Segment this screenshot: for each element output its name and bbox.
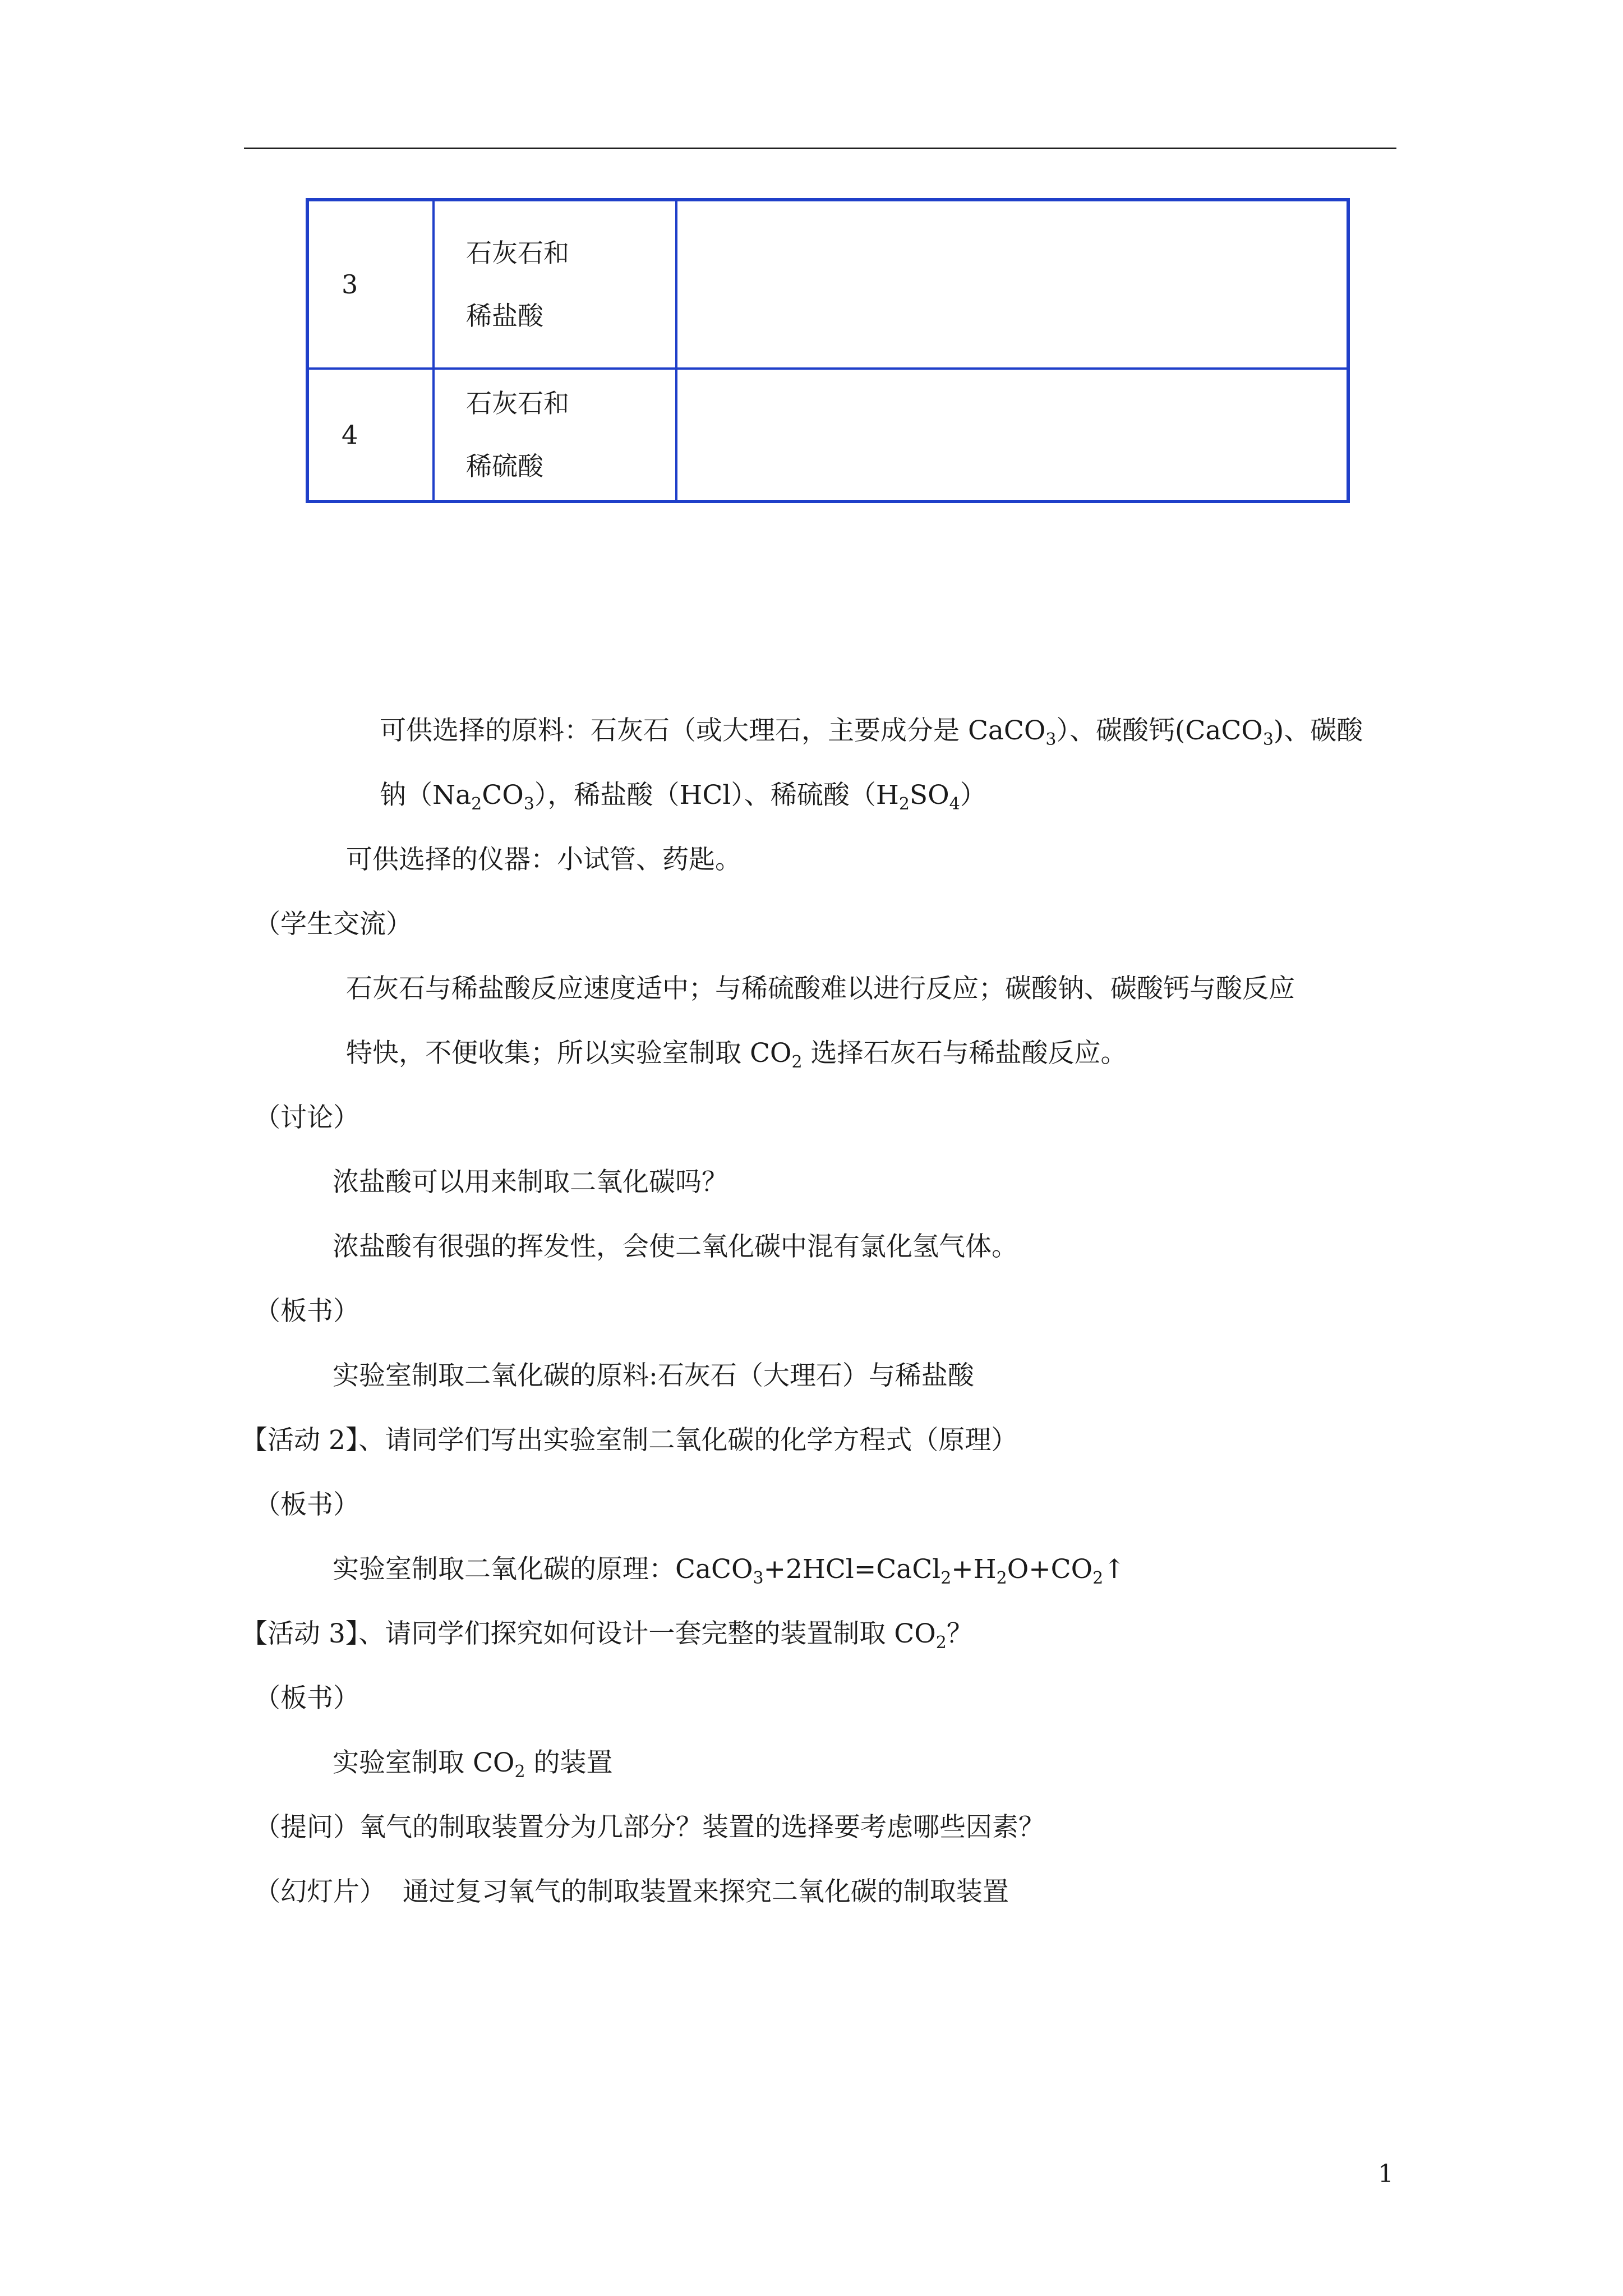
board-text-materials: 实验室制取二氧化碳的原料:石灰石（大理石）与稀盐酸 <box>333 1360 974 1391</box>
instruments-line: 可供选择的仪器：小试管、药匙。 <box>346 844 741 875</box>
materials-line-1: 可供选择的原料：石灰石（或大理石，主要成分是 CaCO$_3$）、碳酸钙(CaCO$_3$)、碳酸 <box>380 715 1363 749</box>
section-heading-discuss: （讨论） <box>254 1102 359 1133</box>
board-text-apparatus: 实验室制取 $CO_2$ 的装置 <box>333 1747 613 1782</box>
page-number: 1 <box>1378 2160 1394 2188</box>
experiment-table <box>306 198 1350 503</box>
section-heading-exchange: （学生交流） <box>254 909 412 940</box>
row-number: 4 <box>307 369 434 501</box>
row-observation <box>676 369 1348 501</box>
row-number: 3 <box>307 200 434 369</box>
discuss-answer: 浓盐酸有很强的挥发性，会使二氧化碳中混有氯化氢气体。 <box>333 1231 1018 1262</box>
activity-2: 【活动 2】、请同学们写出实验室制二氧化碳的化学方程式（原理） <box>241 1425 1018 1456</box>
section-heading-board: （板书） <box>254 1296 359 1327</box>
row-materials <box>434 200 676 369</box>
exchange-line-1: 石灰石与稀盐酸反应速度适中；与稀硫酸难以进行反应；碳酸钠、碳酸钙与酸反应 <box>346 973 1295 1004</box>
table-row <box>307 200 1348 369</box>
board-text-equation: 实验室制取二氧化碳的原理：$CaCO_3+2HCl=CaCl_2+H_2O+CO_2↑$ <box>333 1554 1126 1588</box>
activity-3: 【活动 3】、请同学们探究如何设计一套完整的装置制取 $CO_2$？ <box>241 1618 973 1653</box>
exchange-line-2: 特快，不便收集；所以实验室制取 $CO_2$ 选择石灰石与稀盐酸反应。 <box>346 1038 1127 1072</box>
section-heading-board: （板书） <box>254 1683 359 1714</box>
material-line: 稀盐酸 <box>466 301 543 331</box>
materials-line-2: 钠$(Na_2CO_3)$，稀盐酸（HCl）、稀硫酸$(H_2SO_4)$ <box>380 780 986 814</box>
section-heading-board: （板书） <box>254 1489 359 1520</box>
row-materials <box>434 369 676 501</box>
table-row <box>307 369 1348 501</box>
discuss-question: 浓盐酸可以用来制取二氧化碳吗？ <box>333 1167 728 1198</box>
question-line: （提问）氧气的制取装置分为几部分？装置的选择要考虑哪些因素？ <box>254 1812 1045 1843</box>
material-line: 石灰石和 <box>466 388 569 418</box>
material-line: 石灰石和 <box>466 238 569 268</box>
slide-line: （幻灯片） 通过复习氧气的制取装置来探究二氧化碳的制取装置 <box>254 1876 1009 1907</box>
row-observation <box>676 200 1348 369</box>
material-line: 稀硫酸 <box>466 451 543 481</box>
header-rule <box>244 148 1396 149</box>
